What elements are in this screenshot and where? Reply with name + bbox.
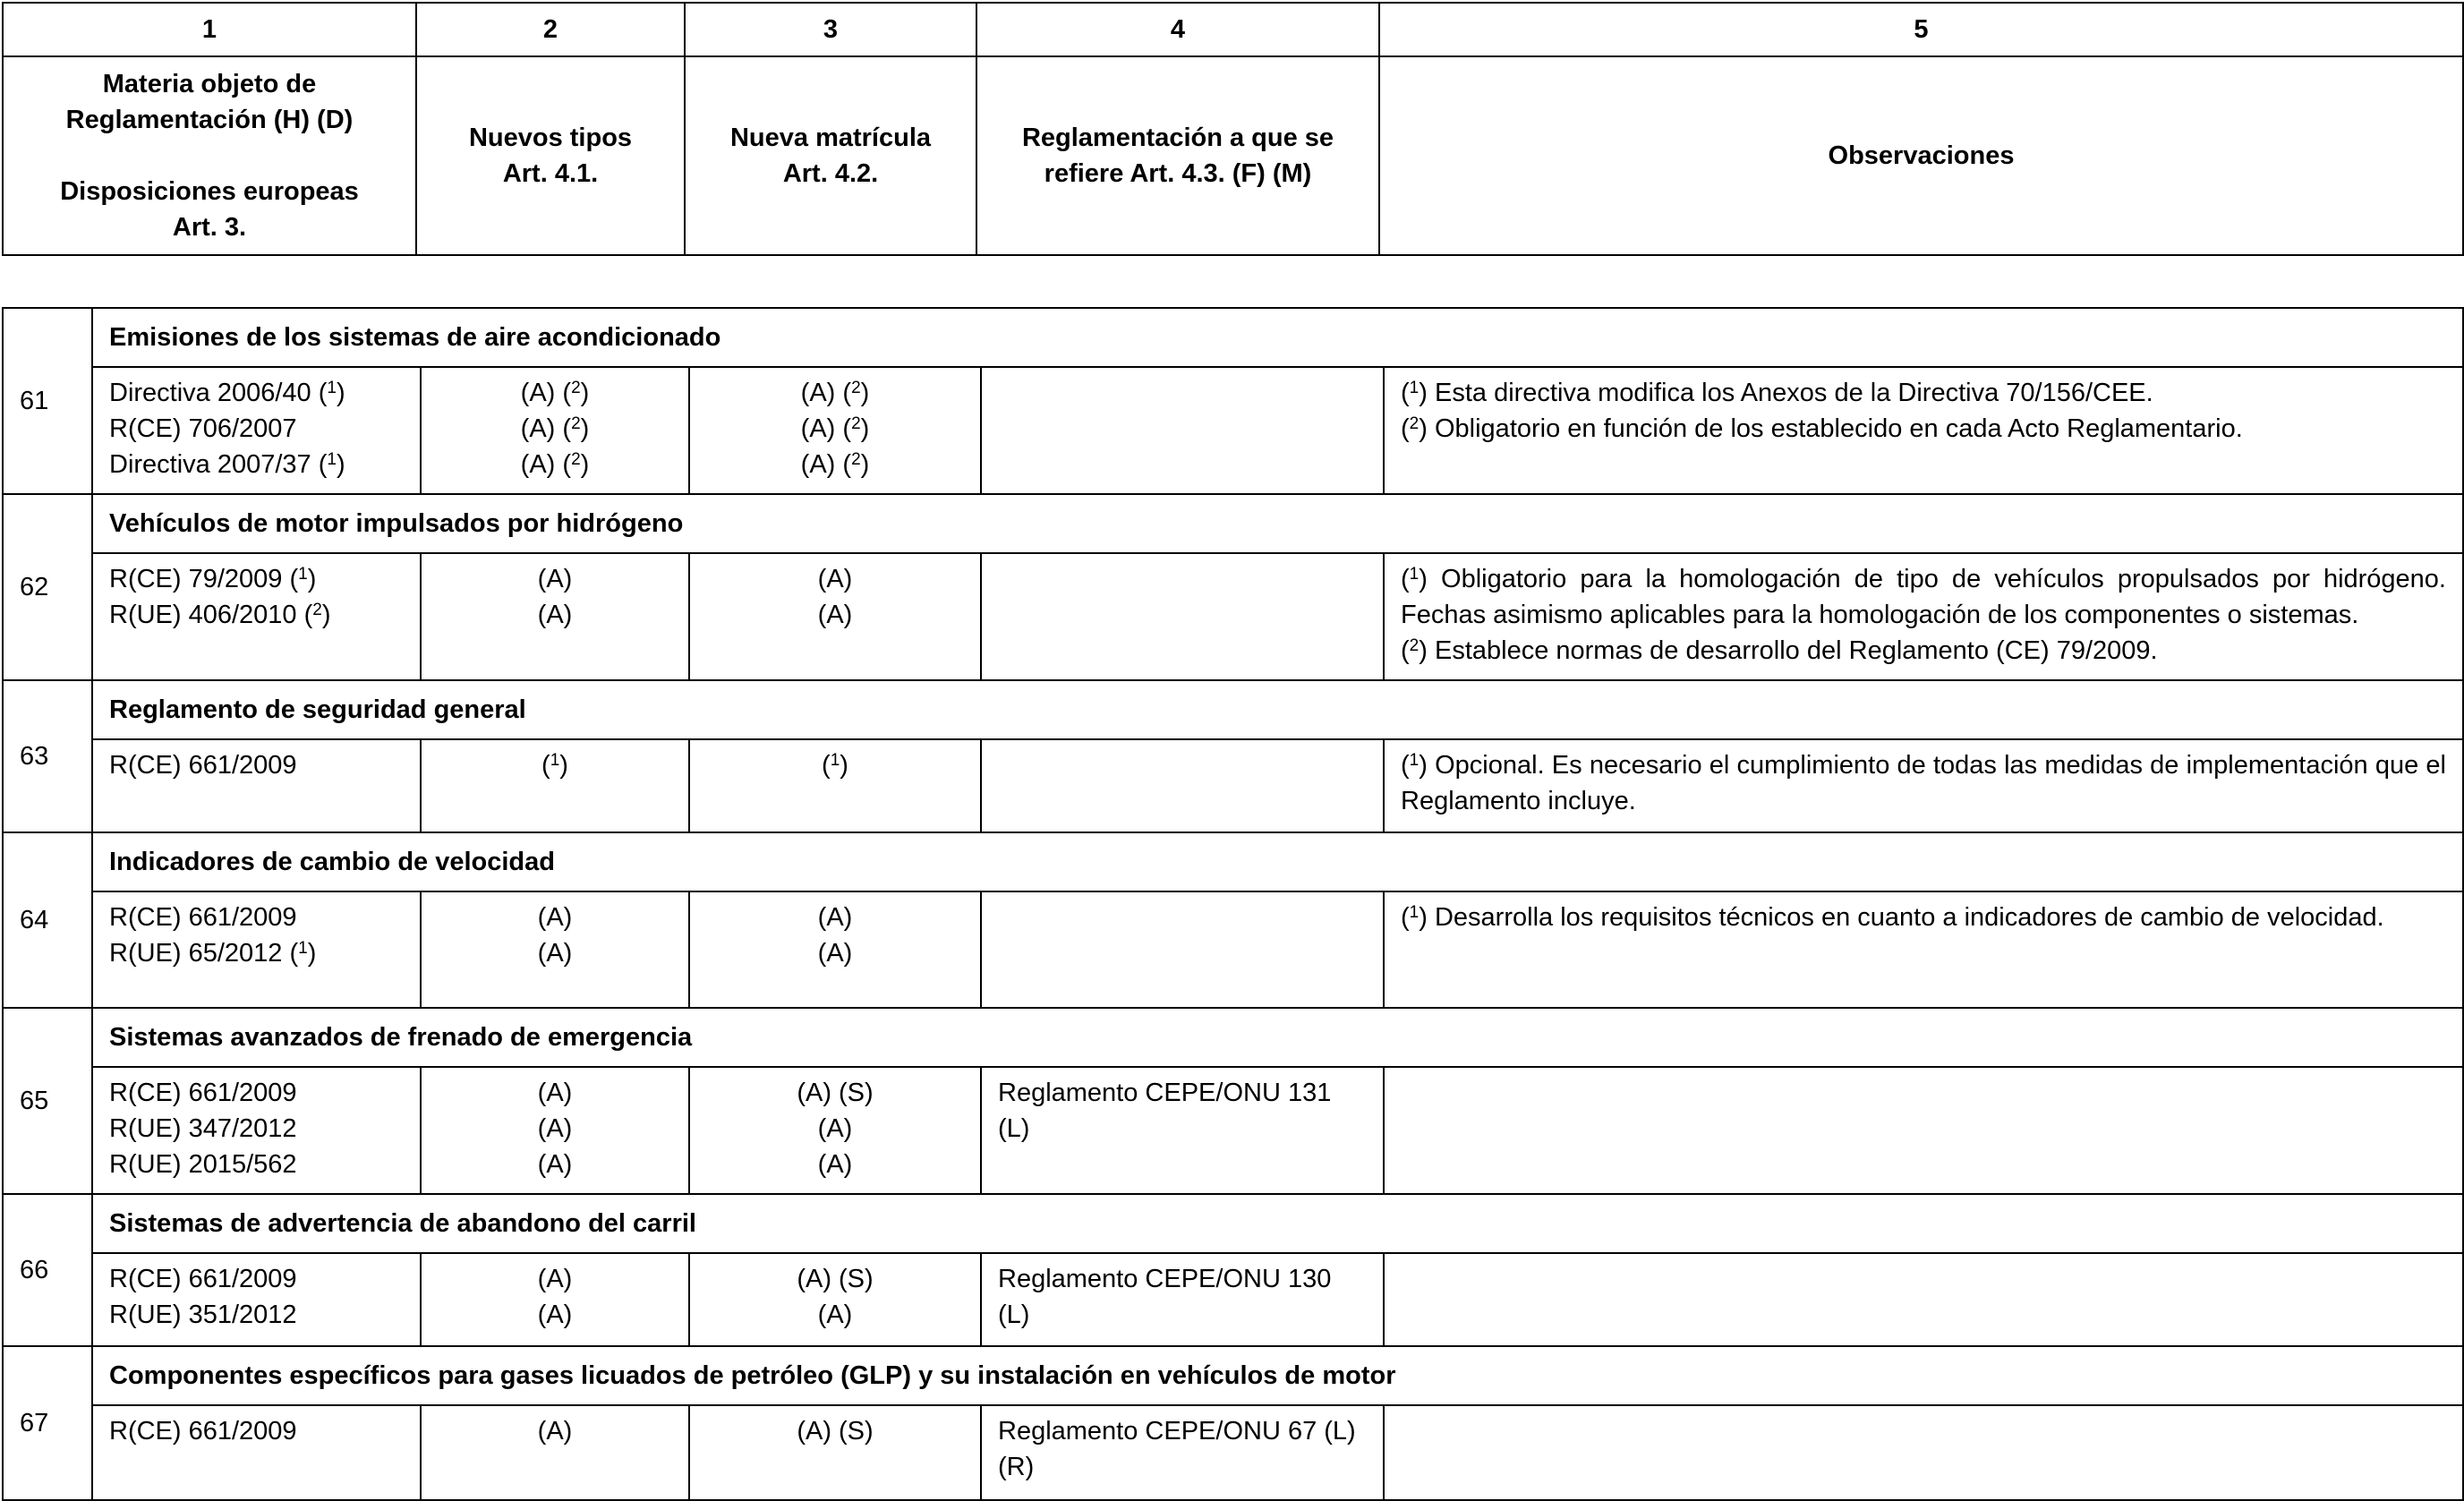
legal-acts-cell	[92, 1405, 421, 1500]
applicability-value	[690, 1147, 980, 1182]
new-types-cell	[421, 553, 689, 680]
regulation-cell	[981, 1067, 1384, 1194]
regulation-cell	[981, 1405, 1384, 1500]
new-registration-cell	[689, 1067, 981, 1194]
header-text: refiere Art. 4.3. (F) (M)	[1044, 159, 1312, 188]
footnote-number: 2	[571, 379, 581, 397]
regulation-cell	[981, 367, 1384, 494]
applicability-value	[690, 561, 980, 597]
regulation-text: (R)	[998, 1453, 1035, 1481]
applicability-code: (A)	[800, 450, 836, 479]
applicability-value	[422, 1147, 688, 1182]
observations-cell	[1384, 1253, 2463, 1346]
footnote-number: 1	[1409, 751, 1420, 770]
legal-act	[109, 900, 411, 935]
regulation-text: (L)	[998, 1301, 1030, 1329]
legal-act	[109, 1261, 411, 1297]
legal-act-name: R(UE) 2015/562	[109, 1150, 297, 1179]
entry-title: Sistemas avanzados de frenado de emergencia	[92, 1008, 2463, 1067]
applicability-code: (A)	[520, 450, 556, 479]
applicability-code: (A)	[817, 939, 853, 968]
footnote-number: 2	[312, 601, 322, 619]
new-registration-cell	[689, 1253, 981, 1346]
entry-content-row	[3, 891, 2463, 1008]
applicability-code: (A)	[817, 601, 853, 629]
entry-content-row	[3, 1405, 2463, 1500]
column-number-1: 1	[3, 3, 416, 56]
regulation-text: Reglamento CEPE/ONU 130	[998, 1265, 1332, 1293]
applicability-code: (A)	[537, 1301, 573, 1329]
regulation-cell	[981, 891, 1384, 1008]
footnote-number: 1	[1409, 379, 1420, 397]
column-number-4: 4	[976, 3, 1379, 56]
observation-text: Opcional. Es necesario el cumplimiento de todas las medidas de implementación que el Reglamento incluye.	[1401, 751, 2446, 815]
new-registration-cell	[689, 553, 981, 680]
new-registration-cell	[689, 739, 981, 832]
applicability-value	[422, 561, 688, 597]
header-text: Materia objeto de	[102, 70, 317, 98]
legal-act-name: R(CE) 79/2009	[109, 565, 283, 593]
footnote-number: 1	[327, 379, 337, 397]
column-header-new-types	[416, 56, 685, 255]
column-number-row	[3, 3, 2463, 56]
new-registration-cell	[689, 367, 981, 494]
legal-act-name: R(CE) 661/2009	[109, 903, 297, 932]
legal-act: Directiva 2006/40 ($^1$)	[109, 379, 345, 407]
legal-act-name: R(UE) 65/2012	[109, 939, 283, 968]
entry-title-row	[3, 1008, 2463, 1067]
column-number-3: 3	[685, 3, 976, 56]
entry-number: 64	[3, 832, 92, 1008]
applicability-code: (A)	[537, 1265, 573, 1293]
legal-act-name: R(CE) 661/2009	[109, 1417, 297, 1446]
header-text: Art. 3.	[172, 213, 247, 242]
applicability-code: (A)	[537, 601, 573, 629]
applicability-code: (A)	[520, 379, 556, 407]
applicability-value	[422, 1261, 688, 1297]
applicability-value	[422, 900, 688, 935]
legal-act	[109, 1297, 411, 1333]
observation-text: Obligatorio en función de los establecido en cada Acto Reglamentario.	[1434, 414, 2243, 443]
legal-act	[109, 747, 411, 783]
applicability-code: (A)	[800, 379, 836, 407]
legal-act-name: R(CE) 661/2009	[109, 1265, 297, 1293]
legal-act-name: R(UE) 347/2012	[109, 1114, 297, 1143]
applicability-value	[422, 1413, 688, 1449]
observations-cell	[1384, 553, 2463, 680]
entry-number: 67	[3, 1346, 92, 1500]
header-text: Art. 4.2.	[782, 159, 879, 188]
legal-act-name: Directiva 2007/37	[109, 450, 311, 479]
header-text: Disposiciones europeas	[60, 177, 359, 206]
legal-acts-cell	[92, 1067, 421, 1194]
observation-text: Establece normas de desarrollo del Reglamento (CE) 79/2009.	[1434, 636, 2158, 665]
header-table	[2, 2, 2464, 256]
footnote-number: 2	[851, 450, 861, 469]
applicability-value	[422, 1297, 688, 1333]
legal-act-name: R(CE) 706/2007	[109, 414, 297, 443]
legal-act-name: R(UE) 351/2012	[109, 1301, 297, 1329]
applicability-value: (A) ($^2$)	[800, 414, 870, 443]
legal-act-name: R(CE) 661/2009	[109, 751, 297, 780]
legal-acts-cell	[92, 553, 421, 680]
footnote-number: 2	[851, 414, 861, 433]
legal-act-name: Directiva 2006/40	[109, 379, 311, 407]
applicability-code: (A) (S)	[797, 1417, 874, 1446]
entry-number: 65	[3, 1008, 92, 1194]
observation-note: ($^2$) Establece normas de desarrollo del Reglamento (CE) 79/2009.	[1401, 636, 2158, 665]
applicability-value	[422, 1075, 688, 1111]
legal-act	[109, 1111, 411, 1147]
applicability-code: (A)	[537, 939, 573, 968]
entry-content-row	[3, 739, 2463, 832]
applicability-code: (A)	[817, 1150, 853, 1179]
applicability-value: ($^1$)	[541, 751, 568, 780]
entry-number: 61	[3, 308, 92, 494]
applicability-code: (A)	[817, 903, 853, 932]
column-header-regulation	[976, 56, 1379, 255]
footnote-number: 1	[1409, 903, 1420, 922]
entry-title: Sistemas de advertencia de abandono del carril	[92, 1194, 2463, 1253]
observations-cell	[1384, 367, 2463, 494]
footnote-number: 2	[571, 414, 581, 433]
applicability-value	[690, 1111, 980, 1147]
applicability-value	[422, 1111, 688, 1147]
applicability-code: (A)	[537, 1079, 573, 1107]
applicability-code: (A) (S)	[797, 1079, 874, 1107]
regulation-text: Reglamento CEPE/ONU 67 (L)	[998, 1417, 1356, 1446]
column-number-5: 5	[1379, 3, 2463, 56]
footnote-number: 1	[298, 565, 308, 584]
entry-content-row	[3, 553, 2463, 680]
column-header-new-registration	[685, 56, 976, 255]
legal-act: R(CE) 79/2009 ($^1$)	[109, 565, 317, 593]
new-registration-cell	[689, 1405, 981, 1500]
applicability-value: (A) ($^2$)	[520, 414, 590, 443]
applicability-code: (A)	[520, 414, 556, 443]
regulation-cell	[981, 1253, 1384, 1346]
applicability-code: (A)	[537, 1150, 573, 1179]
applicability-code: (A)	[817, 565, 853, 593]
observation-note: ($^1$) Desarrolla los requisitos técnicos en cuanto a indicadores de cambio de velocidad.	[1401, 903, 2384, 932]
legal-acts-cell	[92, 1253, 421, 1346]
applicability-code: (A)	[537, 903, 573, 932]
footnote-number: 1	[327, 450, 337, 469]
observation-text: Desarrolla los requisitos técnicos en cuanto a indicadores de cambio de velocidad.	[1434, 903, 2384, 932]
entry-content-row	[3, 1067, 2463, 1194]
applicability-value	[690, 900, 980, 935]
applicability-value	[422, 935, 688, 971]
observation-note: ($^1$) Esta directiva modifica los Anexos de la Directiva 70/156/CEE.	[1401, 379, 2153, 407]
applicability-value	[690, 1075, 980, 1111]
applicability-code: (A)	[817, 1114, 853, 1143]
applicability-value: (A) ($^2$)	[520, 450, 590, 479]
observation-note: ($^1$) Obligatorio para la homologación de tipo de vehículos propulsados por hidrógeno. Fechas asimismo aplicables para la homologación de los componentes o sistemas.	[1401, 565, 2446, 629]
footnote-number: 1	[830, 751, 840, 770]
applicability-value: ($^1$)	[822, 751, 848, 780]
footnote-number: 2	[851, 379, 861, 397]
observation-text: Esta directiva modifica los Anexos de la Directiva 70/156/CEE.	[1434, 379, 2153, 407]
regulation-text: (L)	[998, 1114, 1030, 1143]
observations-cell	[1384, 1405, 2463, 1500]
applicability-value	[690, 1261, 980, 1297]
applicability-code: (A)	[537, 565, 573, 593]
legal-act	[109, 411, 411, 447]
new-types-cell	[421, 891, 689, 1008]
header-text: Reglamentación a que se	[1021, 124, 1334, 152]
applicability-value	[690, 1297, 980, 1333]
legal-acts-cell	[92, 891, 421, 1008]
entry-title: Componentes específicos para gases licuados de petróleo (GLP) y su instalación en vehículos de motor	[92, 1346, 2463, 1405]
legal-act: R(UE) 65/2012 ($^1$)	[109, 939, 317, 968]
observations-cell	[1384, 739, 2463, 832]
header-text: Nuevos tipos	[468, 124, 633, 152]
entry-title-row	[3, 1194, 2463, 1253]
new-types-cell	[421, 1405, 689, 1500]
observation-text: Obligatorio para la homologación de tipo de vehículos propulsados por hidrógeno. Fechas asimismo aplicables para la homologación de los componentes o sistemas.	[1401, 565, 2446, 629]
entry-title: Vehículos de motor impulsados por hidrógeno	[92, 494, 2463, 553]
regulation-cell	[981, 739, 1384, 832]
applicability-code: (A)	[537, 1114, 573, 1143]
entry-title-row	[3, 680, 2463, 739]
applicability-value	[422, 597, 688, 633]
new-registration-cell	[689, 891, 981, 1008]
observation-note: ($^1$) Opcional. Es necesario el cumplimiento de todas las medidas de implementación que el Reglamento incluye.	[1401, 751, 2446, 815]
new-types-cell	[421, 1067, 689, 1194]
legal-acts-cell	[92, 739, 421, 832]
regulation-text: Reglamento CEPE/ONU 131	[998, 1079, 1332, 1107]
applicability-value: (A) ($^2$)	[520, 379, 590, 407]
entry-content-row	[3, 1253, 2463, 1346]
column-header-observations: Observaciones	[1379, 56, 2463, 255]
applicability-value	[690, 1413, 980, 1449]
applicability-value	[690, 597, 980, 633]
entry-title: Reglamento de seguridad general	[92, 680, 2463, 739]
footnote-number: 2	[1409, 414, 1420, 433]
header-text: Reglamentación (H) (D)	[65, 106, 354, 134]
observation-note: ($^2$) Obligatorio en función de los establecido en cada Acto Reglamentario.	[1401, 414, 2243, 443]
observations-cell	[1384, 1067, 2463, 1194]
legal-act: Directiva 2007/37 ($^1$)	[109, 450, 345, 479]
entry-number: 63	[3, 680, 92, 832]
column-header-subject	[3, 56, 416, 255]
entry-number: 62	[3, 494, 92, 680]
entry-title: Emisiones de los sistemas de aire acondicionado	[92, 308, 2463, 367]
footnote-number: 2	[571, 450, 581, 469]
applicability-value: (A) ($^2$)	[800, 379, 870, 407]
entry-title-row	[3, 308, 2463, 367]
regulation-cell	[981, 553, 1384, 680]
entry-title: Indicadores de cambio de velocidad	[92, 832, 2463, 891]
header-text: Art. 4.1.	[502, 159, 599, 188]
entry-title-row	[3, 1346, 2463, 1405]
column-number-2: 2	[416, 3, 685, 56]
entry-content-row	[3, 367, 2463, 494]
entry-title-row	[3, 494, 2463, 553]
entry-number: 66	[3, 1194, 92, 1346]
applicability-code: (A) (S)	[797, 1265, 874, 1293]
header-text: Nueva matrícula	[729, 124, 932, 152]
applicability-code: (A)	[800, 414, 836, 443]
applicability-value: (A) ($^2$)	[800, 450, 870, 479]
legal-act: R(UE) 406/2010 ($^2$)	[109, 601, 331, 629]
applicability-value	[690, 935, 980, 971]
footnote-number: 1	[550, 751, 560, 770]
new-types-cell	[421, 739, 689, 832]
footnote-number: 2	[1409, 636, 1420, 655]
legal-act	[109, 1075, 411, 1111]
column-title-row	[3, 56, 2463, 255]
legal-acts-cell	[92, 367, 421, 494]
applicability-code: (A)	[537, 1417, 573, 1446]
new-types-cell	[421, 367, 689, 494]
new-types-cell	[421, 1253, 689, 1346]
legal-act	[109, 1413, 411, 1449]
observations-cell	[1384, 891, 2463, 1008]
legal-act	[109, 1147, 411, 1182]
regulation-entries-table	[2, 307, 2464, 1501]
applicability-code: (A)	[817, 1301, 853, 1329]
entry-title-row	[3, 832, 2463, 891]
footnote-number: 1	[1409, 565, 1420, 584]
legal-act-name: R(UE) 406/2010	[109, 601, 297, 629]
footnote-number: 1	[298, 939, 308, 958]
legal-act-name: R(CE) 661/2009	[109, 1079, 297, 1107]
